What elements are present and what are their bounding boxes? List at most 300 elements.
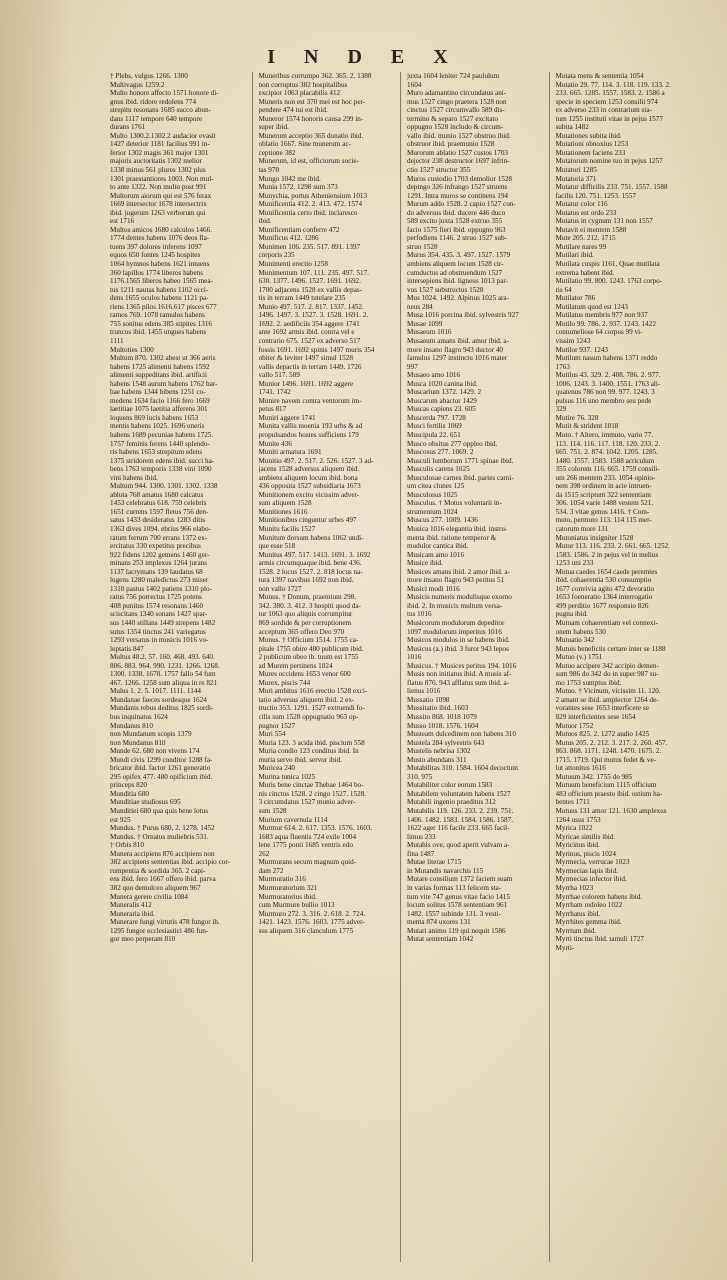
index-entry-line: 755 sonitus edens 385 stipites 1316 [110,319,213,328]
index-entry-line: Muria condio 123 conditus ibid. In [258,747,359,756]
index-entry-line: Musicam amo 1016 [407,550,465,559]
index-entry-line: um 266 mentem 233. 1054 opinio- [555,473,656,482]
index-entry-line: lene 1775 ponti 1685 ventris edo [258,841,353,850]
index-entry-line: 1427 deterior 1181 facilius 991 in- [110,140,210,149]
index-entry-line: 829 interficientes sese 1654 [555,713,636,722]
index-entry-line: 630. 1377. 1496. 1527. 1691. 1692. [258,277,361,286]
index-entry-line: tum 1255 instituti vitae in pejus 1577 [555,114,663,123]
index-entry-line: non Mundanus 810 [110,738,166,747]
index-entry-line: Myrinus, piscis 1024 [555,849,616,858]
index-entry-line: Myrrhatus ibid. [555,909,601,918]
index-entry-line: 3 circumdatus 1527 munio adver- [258,798,356,807]
index-entry-line: mo 1753 sumptus ibid. [555,678,622,687]
index-entry-line: 310. 975 [407,772,433,781]
index-entry-line: oblatio 1667. Sine munerum ac- [258,140,351,149]
index-entry-line: 1583. 1586. 2 in pejus vel in melius [555,550,659,559]
index-entry-line: Munio 497. 517. 2. 817. 1337. 1452. [258,302,364,311]
index-entry-line: 1016 [407,653,422,662]
index-entry-line: Munimen 106. 235. 517. 891. 1397 [258,242,361,251]
index-entry-line: in Mutandis navarchis 115 [407,866,484,875]
index-entry-line: 1763 [555,362,570,371]
index-entry-line: 1375 stridorem edens ibid. succi ha- [110,456,215,465]
index-entry-line: tura 1397 navibus 1692 non ibid. [258,576,354,585]
index-entry-line: onem habens 530 [555,627,606,636]
index-entry-line: Munera accipiens 876 accipiens non [110,849,215,858]
index-entry-line: Musicos modulos in se habens ibid. [407,636,510,645]
index-entry-line: Mutilata cuspis 1161. Quae mutilata [555,260,660,269]
index-entry-line: Mungo 1042 me ibid. [258,174,321,183]
index-entry-line: Mussito 868. 1018 1079 [407,713,477,722]
index-entry-line: termino & separo 1527 excitato [407,114,499,123]
index-entry-line: super ibid. [258,123,289,132]
index-entry-line: Munde 62. 680 non vivens 174 [110,747,200,756]
index-entry-line: Mutabilem voluntatem habens 1527 [407,789,511,798]
index-entry-line: Mundanus 810 [110,721,153,730]
index-entry-line: 342. 380. 3. 412. 3 hospiti quod da- [258,601,361,610]
index-entry-line: Mutilus 43. 329. 2. 408. 786. 2. 977. [555,371,661,380]
index-entry-line: 1757 feminis ferens 1440 splendo- [110,439,210,448]
index-entry-line: armis circumquaque ibid. bene 436. [258,559,362,568]
index-entry-line: Mundus. † Ornatus muliebris 531. [110,832,209,841]
index-entry-line: Myrrham redoleo 1022 [555,901,623,910]
index-entry-line: strumentum 1024 [407,507,458,516]
index-entry-line: Mutuatio 342 [555,636,595,645]
index-entry-line: bus inquinatus 1624 [110,713,168,722]
index-entry-line: bae habens 1344 bibens 1251 co- [110,388,206,397]
index-entry-line: more insano flagro 943 peritus 51 [407,576,505,585]
index-entry-line: juxta 1604 leniter 724 paululum [407,72,500,80]
index-entry-line: Mutuos 825. 2. 1272 audio 1425 [555,730,650,739]
index-entry-line: Mutatus in cygnum 131 non 1557 [555,217,653,226]
index-entry-line: perfodiens 1146. 2 struo 1527 sub- [407,234,507,243]
index-entry-line: limus 233 [407,832,436,841]
index-entry-line: 360 lapillos 1774 liberos habens [110,268,204,277]
index-entry-line: Musicus. † Musices peritus 194. 1016 [407,661,517,670]
index-entry-line: Mutilare nares 99 [555,242,607,251]
index-entry-line: Munia 1572. 1298 sum 373 [258,183,338,192]
page-header-title: I N D E X [267,46,460,68]
index-entry-line: facilis 120. 751. 1253. 1557 [555,191,636,200]
index-entry-line: Mures occidens 1653 venor 600 [258,670,351,679]
index-entry-line: pendere 474 tui est ibid. [258,106,328,115]
index-entry-line: ramos 769. 1078 ramulos habens [110,311,205,320]
index-entry-line: Mutus 205. 2. 212. 3. 217. 2. 260. 457. [555,738,668,747]
index-entry-line: 863. 868. 1171. 1248. 1470. 1675. 2. [555,747,662,756]
index-entry-line: menta 874 uxores 131 [407,918,471,927]
index-entry-line: Munitio 497. 2. 517. 2. 526. 1527. 3 ad- [258,456,374,465]
index-entry-line: Mutare consilium 1372 faciem suam [407,875,513,884]
index-entry-line: habens 1689 pecuniae habens 1725. [110,430,214,439]
index-entry-line: 997 [407,362,418,371]
index-entry-line: Mutoniatus insigniter 1528 [555,533,634,542]
index-entry-line: flatus 876. 943 afflatus sum ibid. a- [407,678,510,687]
index-entry-line: Mutua caedes 1654 caede peremtes [555,567,658,576]
index-entry-line: obstruor ibid. praemunio 1528 [407,140,495,149]
index-entry-line: ante 1692 armis ibid. contra vel e [258,328,355,337]
index-entry-line: Mutabis ove, quod aperit vulvam a- [407,841,510,850]
index-entry-line: Muris bene cinctae Thebae 1464 bo- [258,781,364,790]
index-entry-line: Musae 1099 [407,319,443,328]
index-entry-line: Mutavit ei mentem 1588 [555,225,627,234]
index-entry-line: Multivagus 1259.2 [110,80,165,89]
index-entry-line: gor meo perperam 810 [110,935,176,944]
index-entry-line: mus 1527 cingo praetera 1528 non [407,97,507,106]
book-gutter-shadow [0,0,70,1280]
index-entry-line: um citea clunes 125 [407,482,465,491]
index-entry-line: non corruptus 382 hospitalibus [258,80,348,89]
index-entry-line: Mutuis beneficiis certare inter se 1188 [555,644,666,653]
index-entry-line: lienus 1016 [407,687,441,696]
index-entry-line: strepitu resonans 1685 succo abun- [110,106,212,115]
index-entry-line: Mutari animo 119 qui nequit 1586 [407,926,506,935]
index-entry-line: Mutilator 786 [555,294,596,303]
index-entry-line: Mutationes subita ibid. [555,131,622,140]
index-entry-line: Myrmecias lapis ibid. [555,866,618,875]
index-entry-line: Munificus 412. 1286 [258,234,319,243]
index-entry-line: tis in terram 1449 tutelare 235 [258,294,346,303]
index-entry-line: Mundi civis 1299 conditor 1288 fa- [110,755,213,764]
index-entry-line: Myrti- [555,943,575,952]
index-entry-line: Munior 1496. 1691. 1692 aggere [258,379,354,388]
index-entry-line: Myrmecias infector ibid. [555,875,627,884]
index-entry-line: 262 [258,849,270,858]
index-entry-line: oppugno 1528 includo & circum- [407,123,504,132]
index-entry-line: lugens 1280 maledictus 273 miser [110,576,209,585]
index-entry-line: 1692. 2. aedificiis 354 aggere 1741 [258,319,360,328]
index-entry-line: Mutabilitas 310. 1584. 1604 decoctum [407,764,518,773]
index-entry-line: Musaeum amans ibid. amor ibid. a- [407,336,510,345]
index-entry-line: vissim 1243 [555,336,591,345]
index-entry-line: Myrrtum ibid. [555,926,597,935]
index-entry-line: Mutatori 1285 [555,166,597,175]
index-entry-line: 665. 751. 2. 874. 1042. 1205. 1285. [555,448,658,457]
index-entry-line: Musaeo amo 1016 [407,371,461,380]
index-entry-line: 1715. 1719. Qui mutus fedet & ve- [555,755,657,764]
index-entry-line: ris 64 [555,285,572,294]
index-entry-line: luptatis 847 [110,644,144,653]
index-entry-line: Musculosae carnes ibid. partes carni- [407,473,514,482]
index-entry-line: nis cinctus 1528. 2 cingo 1527. 1528. [258,789,367,798]
index-column-4 [554,72,699,1262]
index-entry-line: Mutatus est ordo 233 [555,208,617,217]
index-entry-line: 1176.1565 liberos habeo 1565 mea- [110,277,213,286]
index-entry-line: Mutilo 99. 786. 2. 937. 1243. 1422 [555,319,656,328]
index-entry-line: Mutilatum quod est 1243 [555,302,628,311]
index-entry-line: do adversus ibid. ducere 446 duco [407,208,506,217]
index-entry-line: 1363 dives 1094. ebrius 966 elabo- [110,524,212,533]
index-entry-line: Munitum dorsum habens 1062 undi- [258,533,364,542]
index-entry-line: Musa 1016 porcina ibid. sylvestris 927 [407,311,519,320]
index-entry-line: Myrmecia, verrucae 1023 [555,858,630,867]
index-entry-line: ratus 756 porrectus 1725 potens [110,593,202,602]
index-entry-line: ceptione 382 [258,148,296,157]
index-entry-line: tatio adversus aliquem ibid. 2 ex- [258,695,355,704]
index-entry-line: 1453 celebratus 618. 759 celebris [110,499,207,508]
index-entry-line: Myrrhae colorem habens ibid. [555,892,643,901]
index-entry-line: Murmuratio 316 [258,875,306,884]
index-entry-line: 382 accipiens sententias ibid. accipio cor- [110,858,231,867]
index-entry-line: Musculi lumborum 1771 spinae ibid. [407,456,514,465]
index-entry-line: ibid. jugerum 1263 verborum qui [110,208,206,217]
index-entry-line: cinctus 1527 circumvallo 589 dis- [407,106,505,115]
index-column-1 [108,72,253,1262]
index-entry-line: 806. 883. 964. 990. 1231. 1266. 1268. [110,661,220,670]
index-entry-line: Myricae similis ibid. [555,832,616,841]
index-entry-line: 329 [555,405,567,414]
index-entry-line: 1683 aqua fluentis 724 exile 1004 [258,832,357,841]
index-entry-line: 1006. 1243. 3. 1400. 1551. 1763 ali- [555,379,661,388]
index-entry-line: mentis habens 1025. 1696 oneris [110,422,205,431]
index-entry-line: Multoties 1300 [110,345,154,354]
index-entry-line: Mutuum 342. 1755 do 985 [555,772,633,781]
index-entry-line: 467. 1266. 1258 sum aliqua in re 821 [110,678,218,687]
index-entry-line: Munite 436 [258,439,292,448]
index-entry-line: Muneribus corrumpo 362. 365. 2. 1388 [258,72,372,80]
index-entry-line: Munificentia 412. 2. 413. 472. 1574 [258,200,363,209]
index-entry-line: Mustela 284 sylvestris 643 [407,738,485,747]
index-entry-line: pugnor 1527 [258,721,296,730]
index-entry-line: 589 excito juxta 1528 extruo 355 [407,217,503,226]
index-entry-line: Mutuo accipere 342 accipio demen- [555,661,659,670]
index-entry-line: propulsandos hostes sufficiens 179 [258,430,359,439]
index-entry-line: Musca 1020 canina ibid. [407,379,478,388]
index-entry-line: Multum 870. 1302 abest ut 366 aeris [110,354,216,363]
index-entry-line: Mutatorum nomine tuo in pejus 1257 [555,157,663,166]
index-entry-line: Munitu facilis 1527 [258,524,316,533]
index-entry-line: Munimenti erectio 1258 [258,260,328,269]
index-entry-line: equos 650 fontes 1245 hospites [110,251,201,260]
index-entry-line: Munita vallis moenia 193 urbs & ad [258,422,363,431]
index-entry-line: more insano flagro 943 ductor 40 [407,345,504,354]
index-entry-line: Musica 1016 elegantia ibid. instru- [407,524,508,533]
index-entry-line: dans 1117 tempore 640 tempore [110,114,203,123]
index-entry-line: Multum 944. 1300. 1301. 1302. 1338 [110,482,218,491]
index-entry-line: in varias formas 113 felicem sta- [407,883,502,892]
index-entry-line: nem 398 ordinem in acie intruen- [555,482,652,491]
index-entry-line: Musices amans ibid. 2 amor ibid. a- [407,567,511,576]
index-entry-line: ercitatus 330 expetitus precibus [110,542,201,551]
index-entry-line: Mutae literae 1715 [407,858,462,867]
index-entry-line: Multus 48.2. 57. 160. 468. 493. 640. [110,653,215,662]
index-entry-line: minans 253 implexus 1264 jurans [110,559,208,568]
index-entry-line: Muscipula 22. 651 [407,430,461,439]
index-entry-line: Mutatio 29. 77. 114. 3. 118. 119. 133. 2. [555,80,671,89]
index-entry-line: alimenti suppeditans ibid. artificii [110,371,208,380]
index-entry-line: extrema habent ibid. [555,268,615,277]
index-entry-line: 1421. 1423. 1576. 1603. 1775 adver- [258,918,365,927]
index-entry-line: Mutilatio 99. 800. 1243. 1763 corpo- [555,277,663,286]
index-entry-line: Muri ambitus 1616 erectio 1528 exci- [258,687,368,696]
index-entry-line: 408 punitus 1574 resonans 1460 [110,601,204,610]
index-entry-line: ferior 1302 magis 361 major 1301 [110,148,209,157]
index-entry-line: ad Murem pertinens 1024 [258,661,333,670]
index-entry-line: obiter & leviter 1497 simul 1528 [258,354,353,363]
index-entry-line: pitale 1755 obire 480 publicum ibid. [258,644,364,653]
index-entry-line: non Mundanum scopis 1379 [110,730,192,739]
index-entry-line: sutus 1354 tinctus 241 variegatus [110,627,206,636]
index-entry-line: Munus. † Officium 1514. 1755 ca- [258,636,359,645]
index-entry-line: ambiens aliquem locum ibid. bona [258,473,358,482]
index-entry-line: 499 perditio 1677 responsio 826 [555,601,649,610]
index-entry-line: ris habens 1653 strepitum edens [110,448,203,457]
index-entry-line: Myrrhites gemma ibid. [555,918,622,927]
index-entry-line: Munerum, id est, officiorum socie- [258,157,359,166]
index-entry-line: pulsus 116 uno membro seu pede [555,396,652,405]
index-entry-line: Musicorum modulorum depeditor [407,619,505,627]
index-entry-line: Munerum acceptio 365 donatio ibid. [258,131,364,140]
index-entry-line: Mutuam cohaerentiam vel connexi- [555,619,658,627]
index-entry-line: petus 817 [258,405,287,414]
index-entry-line: ibid. 2. In musicis multum versa- [407,601,503,610]
index-entry-line: tur 1063 quo aliquis corrumpitur [258,610,353,619]
index-entry-line: 1291. Intra muros se continens 194 [407,191,509,200]
index-entry-line: 1097 modulorum imperitus 1016 [407,627,502,636]
index-entry-line: medens 1634 facio 1166 fero 1669 [110,396,210,405]
index-entry-line: Mutat sententiam 1042 [407,935,474,944]
index-entry-line: sciscitans 1340 sonans 1427 spar- [110,610,208,619]
index-entry-line: Mus 1024. 1492. Alpinus 1025 ara- [407,294,510,303]
index-entry-line: Murus 354. 435. 3. 497. 1527. 1579 [407,251,511,260]
index-entry-line: Muscosus 277. 1069. 2 [407,448,474,457]
index-entry-line: to ante 1322. Non multo post 991 [110,183,207,192]
index-entry-line: Muros custodio 1703 demolior 1528 [407,174,513,183]
index-entry-line: Musculosus 1025 [407,490,458,499]
index-entry-line: 1295 fungor ecclesiastici 486 fun- [110,926,209,935]
index-entry-line: 1293 versatus in musicis 1016 vo- [110,636,209,645]
index-entry-line: bricator ibid. factor 1261 generatio [110,764,211,773]
index-entry-line: 1653 foeneratio 1364 interrogatio [555,593,653,602]
index-entry-line: depingo 326 infrango 1527 struens [407,183,508,192]
index-entry-line: tus 1211 nautas habens 1102 occi- [110,285,209,294]
index-entry-line: Muscarium 1372. 1429. 2 [407,388,482,397]
index-entry-line: Muniri aggere 1741 [258,413,316,422]
index-entry-line: Munditiei 680 qua quis bene lotus [110,807,209,816]
index-entry-line: corporis 235 [258,251,295,260]
index-entry-line: 1700 adjacens 1528 ex vallis depas- [258,285,363,294]
index-entry-line: Myrica 1022 [555,824,593,833]
index-column-3 [405,72,550,1262]
index-entry-line: majoris auctoritatis 1302 melior [110,157,203,166]
index-entry-line: vallo ibid. munio 1527 obstruo ibid. [407,131,511,140]
index-entry-line: 2 publicum obeo ib. tuum est 1755 [258,653,359,662]
index-entry-line: Mutuo. † Vicinum, vicissim 11. 120. [555,687,661,696]
index-entry-line: facio 1575 fieri ibid. oppugno 963 [407,225,506,234]
index-entry-line: Mutilor 937. 1243 [555,345,609,354]
index-entry-line: Mutata mens & sententia 1054 [555,72,644,80]
index-entry-line: Murum addo 1528. 2 capio 1527 con- [407,200,516,209]
index-entry-line: ex adverso 233 in contrarium sta- [555,106,652,115]
index-entry-line: da 1515 scriptum 322 sententiam [555,490,651,499]
index-entry-line: Murmuratorium 321 [258,883,318,892]
index-entry-line: ibid. [258,217,272,226]
index-entry-line: 295 opifex 477. 480 opificium ibid. [110,772,213,781]
index-entry-line: Murmur 614. 2. 617. 1353. 1576. 1603. [258,824,373,833]
index-entry-line: Musaeum 1016 [407,328,452,337]
index-entry-line: Mutationem faciens 233 [555,148,626,157]
index-entry-line: Mutuo (v.) 1751 [555,653,603,662]
index-entry-line: cilis sum 1528 oppugnatio 963 op- [258,713,359,722]
index-entry-line: 1741. 1742 [258,388,291,397]
index-entry-line: 534. 3 vitae genus 1416. † Com- [555,507,650,516]
index-entry-line: ibid. cohaerentia 530 consumptio [555,576,652,585]
index-entry-line: Muro adamantino circundatus ani- [407,89,507,98]
index-entry-line: 1137 lacrymans 139 laudatus 68 [110,567,203,576]
index-entry-line: tas 970 [258,166,280,175]
index-entry-line: riens 1365 pilos 1616.617 pisces 677 [110,302,217,311]
index-entry-line: 1604 [407,80,422,89]
index-entry-line: Multorum aiorum qui est 576 ferax [110,191,212,200]
index-entry-line: loquens 869 lucis habens 1653 [110,413,199,422]
index-entry-line: Muri 554 [258,730,286,739]
index-entry-line: sus 1440 stillans 1449 strepens 1482 [110,619,216,627]
index-entry-line: Munitionibus cinguntur urbes 497 [258,516,357,525]
index-entry-line: Murmuratorius ibid. [258,892,317,901]
index-entry-line: Myrti tinctus ibid. tamuli 1727 [555,935,644,944]
index-entry-line: Mundus. † Purus 680, 2. 1278. 1452 [110,824,215,833]
index-entry-line: 1338 minus 561 plures 1302 plus [110,166,206,175]
index-entry-line: subita 1482 [555,123,589,132]
index-entry-line: 306. 1054 varie 1488 vestem 521. [555,499,654,508]
index-entry-line: Munimentum 107. 111. 235. 497. 517. [258,268,369,277]
index-entry-line: Munitiones 1616 [258,507,308,516]
index-entry-line: specie in speciem 1253 consilii 974 [555,97,658,106]
index-entry-line: Munificentia certo ibid. inclaresco [258,208,358,217]
index-entry-line: 1253 uni 233 [555,559,594,568]
index-entry-line: Mutabili ingenio praeditus 312 [407,798,496,807]
index-entry-line: 1496. 1497. 3. 1527. 3. 1528. 1691. 2. [258,311,369,320]
index-entry-line: muria servo ibid. servor ibid. [258,755,342,764]
index-columns [108,72,698,1262]
index-entry-line: abluta 768 amatus 1680 calcatus [110,490,204,499]
index-entry-line: 1264 usus 1753 [555,815,601,824]
index-entry-line: Munificentiam conferre 472 [258,225,340,234]
index-entry-line: laetitiae 1075 laetitia afferens 301 [110,405,208,414]
index-entry-line: struo 1528 [407,242,438,251]
index-entry-line: Multo honore affecto 1571 honore di- [110,89,219,98]
index-entry-line: muto, permuto 113. 114 115 mer- [555,516,652,525]
index-entry-line: 1651 currens 1597 fletus 756 den- [110,507,209,516]
index-entry-line: 355 colorem 116. 665. 1759 consili- [555,465,660,474]
index-entry-line: Muniti armatura 1691 [258,448,322,457]
index-entry-line: Muria 123. 3 acida ibid. piscium 558 [258,738,365,747]
index-entry-line: Muneris non est 370 mei est hoc per- [258,97,366,106]
index-entry-line: Munire navem contra ventorum im- [258,396,362,405]
index-entry-line: non vallo 1727 [258,584,302,593]
index-entry-line: 113. 114. 116. 117. 118. 120. 233. 2. [555,439,661,448]
index-entry-line: vini habens ibid. [110,473,158,482]
index-entry-line: Musco obsitus 277 oppleo ibid. [407,439,498,448]
index-entry-line: princeps 820 [110,781,147,790]
index-entry-line: Mutabilis 119. 126. 233. 2. 239. 751. [407,807,514,816]
index-entry-line: fossis 1691. 1692 spinis 1497 muris 354 [258,345,375,354]
index-entry-line: acceptum 365 offero Deo 970 [258,627,345,636]
index-entry-line: 1528. 2 locus 1527. 2. 818 locus na- [258,567,363,576]
index-entry-line: Murex, piscis 744 [258,678,311,687]
index-entry-line: Munitus 497. 517. 1413. 1691. 3. 1692 [258,550,371,559]
index-entry-line: Mutilatus membris 977 non 937 [555,311,648,320]
index-entry-line: Musteam dulcedinem non habens 310 [407,730,516,739]
index-entry-line: vallis depactis in terram 1449. 1726 [258,362,362,371]
index-entry-line: que esse 518 [258,542,296,551]
index-entry-line: vus 1527 substructus 1528 [407,285,484,294]
index-entry-line: Musci fertilis 1069 [407,422,462,431]
index-entry-line: dam 272 [258,866,284,875]
index-entry-line: Mutire 76. 328 [555,413,599,422]
index-entry-line: Murmuro 272. 3. 316. 2. 618. 2. 724. [258,909,366,918]
index-entry-line: intersepiens ibid. ligneus 1013 par- [407,277,509,286]
index-entry-line: sus aliquem 316 clanculum 1775 [258,926,354,935]
index-entry-line: dens 1655 oculos habens 1121 pa- [110,294,209,303]
